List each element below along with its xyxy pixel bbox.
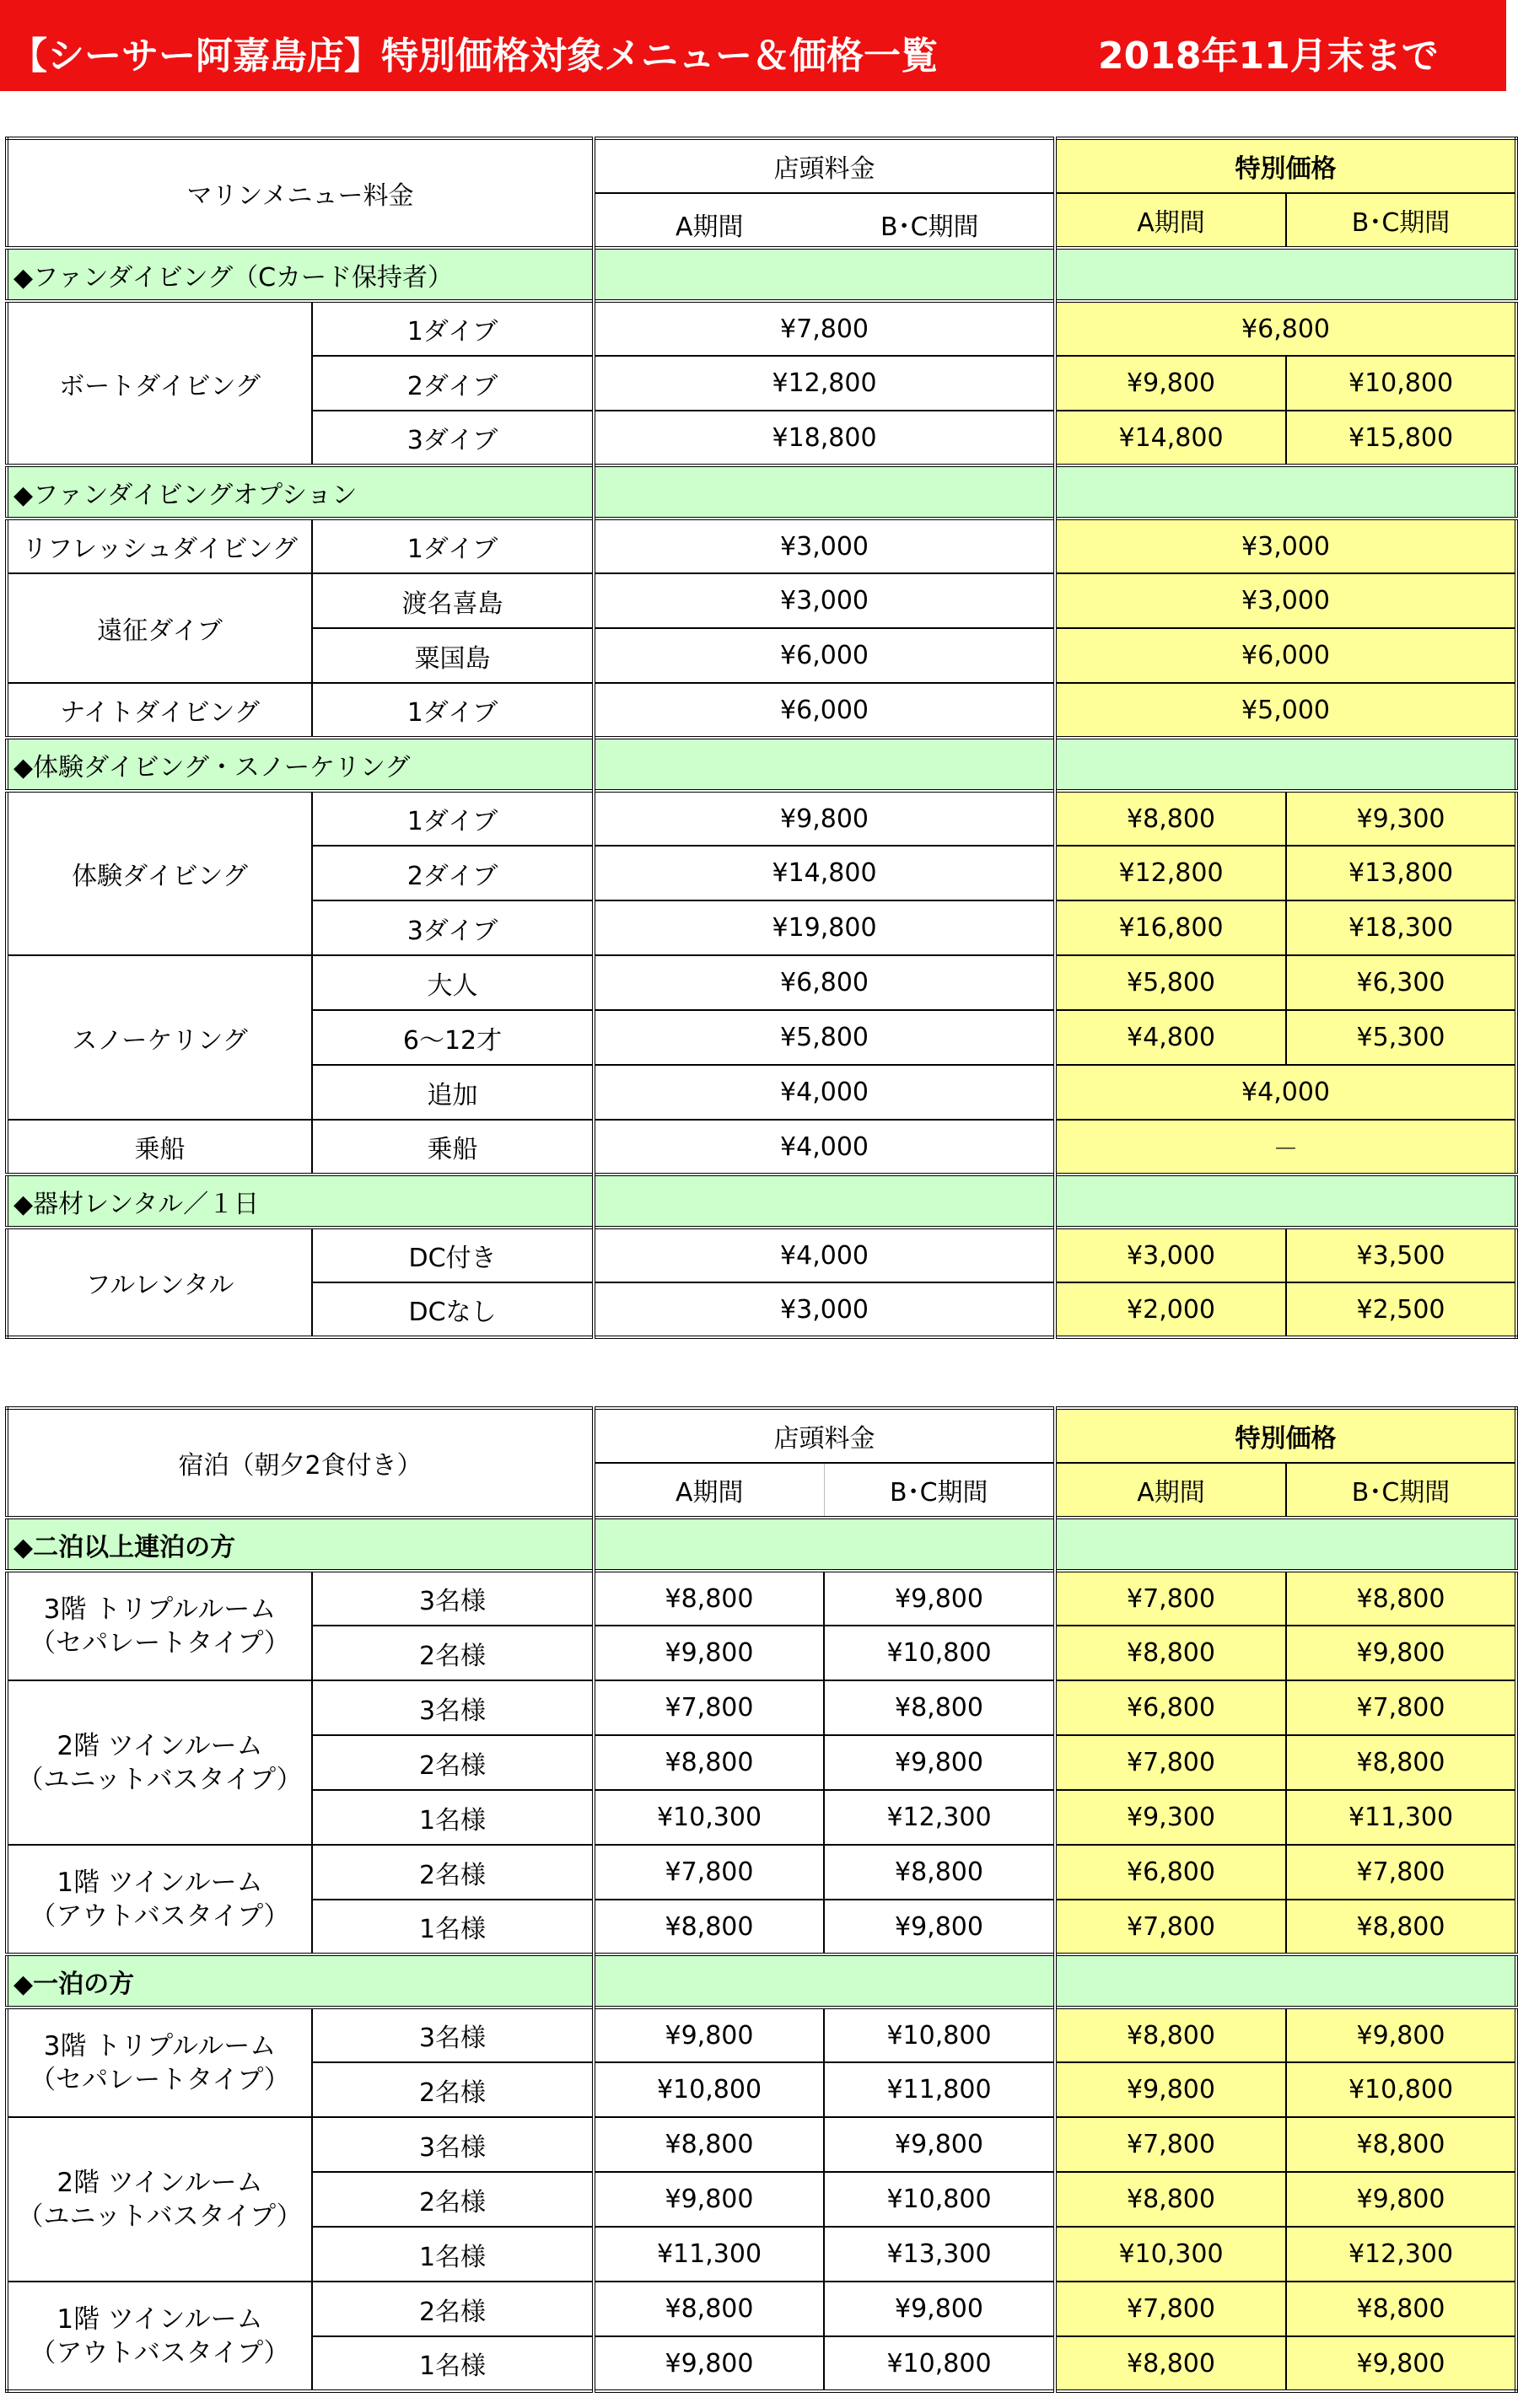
special-price-header: 特別価格	[1055, 138, 1516, 193]
special-price: ¥6,000	[1055, 628, 1516, 683]
store-price: ¥3,000	[594, 519, 1055, 573]
section-rental: ◆器材レンタル／１日	[7, 1174, 594, 1228]
stay-special-period-bc: B･C期間	[1286, 1463, 1516, 1518]
store-price-a: ¥8,800	[594, 2282, 824, 2336]
store-price: ¥4,000	[594, 1228, 1055, 1282]
store-price: ¥6,800	[594, 955, 1055, 1010]
room-type: （アウトバスタイプ）	[30, 1900, 290, 1932]
banner-title: 【シーサー阿嘉島店】特別価格対象メニュー＆価格一覧	[10, 35, 938, 78]
special-price-a: ¥8,800	[1055, 2172, 1286, 2227]
special-price-bc: ¥8,800	[1286, 1900, 1516, 1954]
store-price-bc: ¥12,300	[824, 1790, 1055, 1845]
store-price-a: ¥8,800	[594, 1571, 824, 1626]
store-price-bc: ¥9,800	[824, 2117, 1055, 2172]
special-price-bc: ¥2,500	[1286, 1282, 1516, 1337]
special-price: ¥6,800	[1055, 301, 1516, 356]
room-name: 1階 ツインルーム	[57, 2303, 263, 2335]
guest-count: 1名様	[312, 2336, 594, 2391]
guest-count: 2名様	[312, 1845, 594, 1900]
special-price-bc: ¥9,800	[1286, 2336, 1516, 2391]
store-price-a: ¥10,800	[594, 2062, 824, 2117]
store-price: ¥18,800	[594, 411, 1055, 465]
store-price: ¥3,000	[594, 573, 1055, 628]
store-price-a: ¥10,300	[594, 1790, 824, 1845]
special-price-bc: ¥9,800	[1286, 1626, 1516, 1680]
store-price-bc: ¥10,800	[824, 1626, 1055, 1680]
item-label: 1ダイブ	[312, 791, 594, 846]
special-period-bc: B･C期間	[1286, 193, 1516, 248]
store-price-a: ¥9,800	[594, 2172, 824, 2227]
guest-count: 2名様	[312, 2282, 594, 2336]
stay-store-period-bc: B･C期間	[824, 1463, 1055, 1518]
item-label: 渡名喜島	[312, 573, 594, 628]
group-refresh-diving: リフレッシュダイビング	[7, 519, 312, 573]
section-single-night: ◆一泊の方	[7, 1954, 594, 2008]
section-fun-diving: ◆ファンダイビング（Cカード保持者）	[7, 248, 594, 301]
store-price-a: ¥11,300	[594, 2227, 824, 2282]
section-taiken: ◆体験ダイビング・スノーケリング	[7, 738, 594, 791]
item-label: 1ダイブ	[312, 683, 594, 738]
guest-count: 2名様	[312, 1735, 594, 1790]
special-price: ¥3,000	[1055, 519, 1516, 573]
store-price-bc: ¥9,800	[824, 1735, 1055, 1790]
group-ensei-dive: 遠征ダイブ	[7, 573, 312, 683]
room-name: 2階 ツインルーム	[57, 2167, 263, 2198]
special-price-bc: ¥12,300	[1286, 2227, 1516, 2282]
store-price: ¥4,000	[594, 1120, 1055, 1174]
room-type: （ユニットバスタイプ）	[17, 1764, 303, 1795]
special-price-a: ¥2,000	[1055, 1282, 1286, 1337]
special-price-a: ¥9,300	[1055, 1790, 1286, 1845]
guest-count: 2名様	[312, 1626, 594, 1680]
guest-count: 3名様	[312, 2117, 594, 2172]
special-price-bc: ¥8,800	[1286, 1571, 1516, 1626]
special-price-bc: ¥11,300	[1286, 1790, 1516, 1845]
store-price-a: ¥7,800	[594, 1845, 824, 1900]
room-name: 2階 ツインルーム	[57, 1730, 263, 1761]
section-multi-night: ◆二泊以上連泊の方	[7, 1518, 594, 1571]
store-price-a: ¥8,800	[594, 1900, 824, 1954]
item-label: 粟国島	[312, 628, 594, 683]
section-fill	[1055, 465, 1516, 519]
stay-special-price-header: 特別価格	[1055, 1408, 1516, 1463]
guest-count: 2名様	[312, 2062, 594, 2117]
store-price-header: 店頭料金	[594, 138, 1055, 193]
room-name: 3階 トリプルルーム	[43, 1594, 277, 1625]
group-taiken-diving: 体験ダイビング	[7, 791, 312, 955]
store-price: ¥4,000	[594, 1065, 1055, 1120]
stay-store-price-header: 店頭料金	[594, 1408, 1055, 1463]
item-label: 追加	[312, 1065, 594, 1120]
special-price-a: ¥7,800	[1055, 1735, 1286, 1790]
group-boat-diving: ボートダイビング	[7, 301, 312, 465]
special-price-a: ¥6,800	[1055, 1845, 1286, 1900]
special-price-bc: ¥15,800	[1286, 411, 1516, 465]
room-type: （ユニットバスタイプ）	[17, 2201, 303, 2232]
special-price-bc: ¥8,800	[1286, 1735, 1516, 1790]
group-night-diving: ナイトダイビング	[7, 683, 312, 738]
section-fill	[594, 1174, 1055, 1228]
special-price: ¥4,000	[1055, 1065, 1516, 1120]
store-price: ¥3,000	[594, 1282, 1055, 1337]
store-price: ¥6,000	[594, 628, 1055, 683]
store-price-bc: ¥9,800	[824, 1900, 1055, 1954]
special-price-bc: ¥13,800	[1286, 846, 1516, 900]
store-price: ¥6,000	[594, 683, 1055, 738]
store-price-a: ¥8,800	[594, 2117, 824, 2172]
special-price-a: ¥9,800	[1055, 2062, 1286, 2117]
item-label: 1ダイブ	[312, 301, 594, 356]
guest-count: 1名様	[312, 1900, 594, 1954]
store-price: ¥12,800	[594, 356, 1055, 411]
store-price-bc: ¥11,800	[824, 2062, 1055, 2117]
section-fill	[1055, 738, 1516, 791]
store-price-bc: ¥10,800	[824, 2336, 1055, 2391]
special-price-a: ¥7,800	[1055, 2117, 1286, 2172]
section-fill	[594, 1518, 1055, 1571]
section-fill	[1055, 1174, 1516, 1228]
item-label: 大人	[312, 955, 594, 1010]
special-price: ¥5,000	[1055, 683, 1516, 738]
special-price-bc: ¥8,800	[1286, 2282, 1516, 2336]
special-price-a: ¥9,800	[1055, 356, 1286, 411]
special-price-bc: ¥9,300	[1286, 791, 1516, 846]
group-snorkeling: スノーケリング	[7, 955, 312, 1120]
special-price-bc: ¥18,300	[1286, 900, 1516, 955]
special-price-a: ¥8,800	[1055, 1626, 1286, 1680]
special-price-a: ¥8,800	[1055, 2336, 1286, 2391]
store-price: ¥7,800	[594, 301, 1055, 356]
room-twin-2f	[7, 1680, 312, 1845]
store-price: ¥19,800	[594, 900, 1055, 955]
special-price-a: ¥5,800	[1055, 955, 1286, 1010]
item-label: 3ダイブ	[312, 900, 594, 955]
item-label: 3ダイブ	[312, 411, 594, 465]
room-triple	[7, 1571, 312, 1680]
guest-count: 1名様	[312, 1790, 594, 1845]
section-fill	[594, 248, 1055, 301]
special-price-bc: ¥8,800	[1286, 2117, 1516, 2172]
store-price: ¥5,800	[594, 1010, 1055, 1065]
special-price-bc: ¥7,800	[1286, 1680, 1516, 1735]
special-price-a: ¥3,000	[1055, 1228, 1286, 1282]
group-full-rental: フルレンタル	[7, 1228, 312, 1337]
store-price-a: ¥9,800	[594, 2008, 824, 2062]
special-price-a: ¥10,300	[1055, 2227, 1286, 2282]
item-label: 2ダイブ	[312, 356, 594, 411]
special-price-bc: ¥5,300	[1286, 1010, 1516, 1065]
store-price-a: ¥9,800	[594, 1626, 824, 1680]
special-price-bc: ¥10,800	[1286, 356, 1516, 411]
stay-store-period-a: A期間	[594, 1463, 824, 1518]
room-twin-1f	[7, 1845, 312, 1954]
special-price-a: ¥6,800	[1055, 1680, 1286, 1735]
special-price-a: ¥16,800	[1055, 900, 1286, 955]
guest-count: 3名様	[312, 2008, 594, 2062]
store-price-bc: ¥9,800	[824, 1571, 1055, 1626]
item-label: 1ダイブ	[312, 519, 594, 573]
section-fill	[594, 738, 1055, 791]
item-label: 6～12才	[312, 1010, 594, 1065]
store-price-a: ¥8,800	[594, 1735, 824, 1790]
special-price-a: ¥7,800	[1055, 2282, 1286, 2336]
special-price-a: ¥4,800	[1055, 1010, 1286, 1065]
special-period-a: A期間	[1055, 193, 1286, 248]
item-label: 2ダイブ	[312, 846, 594, 900]
special-price: ¥3,000	[1055, 573, 1516, 628]
room-type: （セパレートタイプ）	[30, 1627, 290, 1658]
room-name: 3階 トリプルルーム	[43, 2030, 277, 2061]
special-price-bc: ¥7,800	[1286, 1845, 1516, 1900]
store-price-a: ¥7,800	[594, 1680, 824, 1735]
group-josen: 乗船	[7, 1120, 312, 1174]
banner-deadline: 2018年11月末まで	[1098, 35, 1439, 78]
room-type: （アウトバスタイプ）	[30, 2337, 290, 2368]
room-name: 1階 ツインルーム	[57, 1867, 263, 1898]
guest-count: 3名様	[312, 1571, 594, 1626]
special-price-a: ¥8,800	[1055, 791, 1286, 846]
room-type: （セパレートタイプ）	[30, 2064, 290, 2095]
special-price-bc: ¥10,800	[1286, 2062, 1516, 2117]
room-twin-1f	[7, 2282, 312, 2391]
item-label: DCなし	[312, 1282, 594, 1337]
section-fill	[594, 465, 1055, 519]
accommodation-price-table	[5, 1406, 1518, 2393]
guest-count: 3名様	[312, 1680, 594, 1735]
store-price: ¥9,800	[594, 791, 1055, 846]
room-twin-2f	[7, 2117, 312, 2282]
store-price-bc: ¥13,300	[824, 2227, 1055, 2282]
section-fill	[1055, 1518, 1516, 1571]
special-price: －	[1055, 1120, 1516, 1174]
store-period-header	[594, 193, 1055, 248]
store-price-a: ¥9,800	[594, 2336, 824, 2391]
store-price: ¥14,800	[594, 846, 1055, 900]
special-price-a: ¥8,800	[1055, 2008, 1286, 2062]
special-price-a: ¥12,800	[1055, 846, 1286, 900]
section-option: ◆ファンダイビングオプション	[7, 465, 594, 519]
special-price-bc: ¥9,800	[1286, 2172, 1516, 2227]
guest-count: 2名様	[312, 2172, 594, 2227]
special-price-a: ¥7,800	[1055, 1571, 1286, 1626]
marine-price-table	[5, 137, 1518, 1339]
special-price-a: ¥7,800	[1055, 1900, 1286, 1954]
room-triple	[7, 2008, 312, 2117]
special-price-a: ¥14,800	[1055, 411, 1286, 465]
special-price-bc: ¥3,500	[1286, 1228, 1516, 1282]
section-fill	[1055, 1954, 1516, 2008]
store-price-bc: ¥8,800	[824, 1680, 1055, 1735]
title-banner	[0, 0, 1506, 91]
store-period-a: A期間	[676, 212, 744, 242]
store-period-bc: B･C期間	[880, 212, 979, 242]
item-label: DC付き	[312, 1228, 594, 1282]
guest-count: 1名様	[312, 2227, 594, 2282]
store-price-bc: ¥8,800	[824, 1845, 1055, 1900]
item-label: 乗船	[312, 1120, 594, 1174]
stay-corner-label: 宿泊（朝夕2食付き）	[7, 1408, 594, 1518]
section-fill	[594, 1954, 1055, 2008]
store-price-bc: ¥10,800	[824, 2172, 1055, 2227]
marine-corner-label: マリンメニュー料金	[7, 138, 594, 248]
special-price-bc: ¥6,300	[1286, 955, 1516, 1010]
special-price-bc: ¥9,800	[1286, 2008, 1516, 2062]
stay-special-period-a: A期間	[1055, 1463, 1286, 1518]
store-price-bc: ¥10,800	[824, 2008, 1055, 2062]
section-fill	[1055, 248, 1516, 301]
store-price-bc: ¥9,800	[824, 2282, 1055, 2336]
